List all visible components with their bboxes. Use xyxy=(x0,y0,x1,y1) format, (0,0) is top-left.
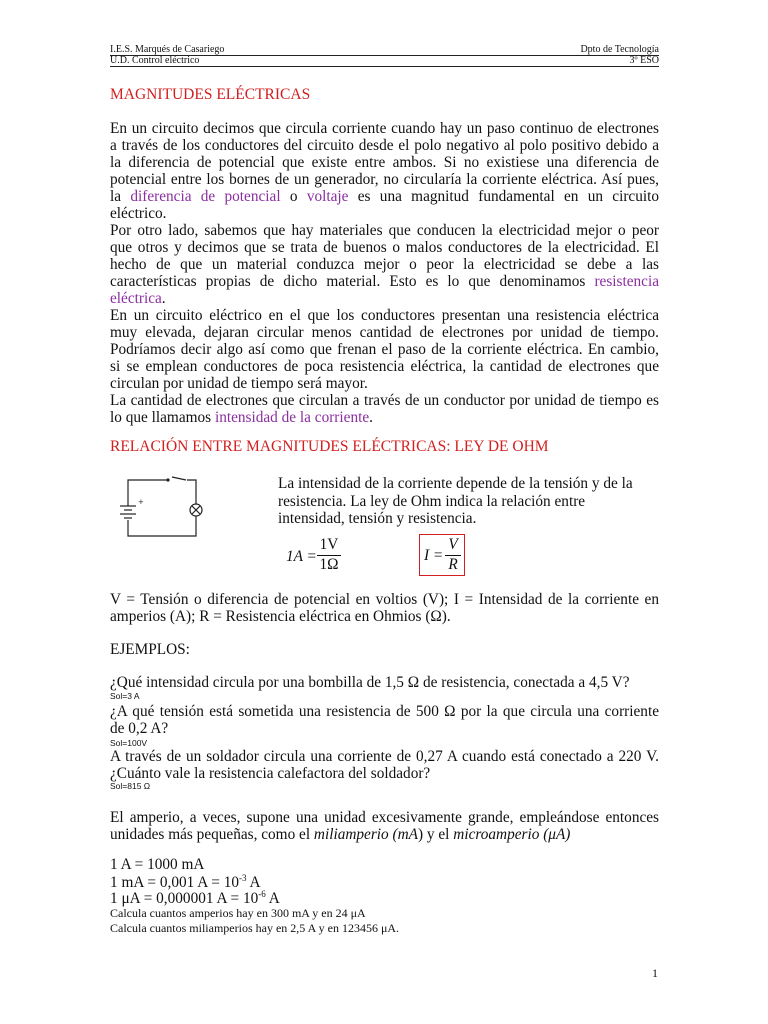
switch-lever xyxy=(172,477,186,480)
text-line: El amperio, a veces, supone una unidad excesivamente grande, empleándose entonces xyxy=(110,809,659,826)
text-fragment: . xyxy=(369,409,373,426)
header-dept: Dpto de Tecnología xyxy=(580,44,659,55)
formula2-denominator: R xyxy=(448,556,458,573)
example-question-2 xyxy=(110,703,659,737)
page-number: 1 xyxy=(652,966,658,980)
text-line: si se emplean conductores de poca resistencia eléctrica, la cantidad de electrones que xyxy=(110,358,659,375)
text-line: resistencia. La ley de Ohm indica la relación entre xyxy=(278,492,586,510)
text-line xyxy=(110,188,659,205)
exercise-1: Calcula cuantos amperios hay en 300 mA y en 24 μA xyxy=(110,906,366,920)
exponent: -3 xyxy=(239,873,247,883)
header-school: I.E.S. Marqués de Casariego xyxy=(110,44,225,55)
text-fragment: A xyxy=(246,874,261,891)
term-electrica: eléctrica xyxy=(110,290,162,307)
variable-legend xyxy=(110,591,659,625)
header-course: 3º ESO xyxy=(629,55,659,66)
example-question-3 xyxy=(110,748,659,782)
formula2-lhs: I = xyxy=(424,547,444,564)
text-line: de 0,2 A? xyxy=(110,720,169,737)
example-solution-3: Sol=815 Ω xyxy=(110,781,151,791)
formula-ohm-law-box xyxy=(419,534,465,576)
text-line: Por otro lado, sabemos que hay materiales que conducen la electricidad mejor o peor xyxy=(110,222,659,239)
intro-paragraph xyxy=(110,120,659,426)
text-fragment: . xyxy=(161,290,166,307)
term-resistencia: resistencia xyxy=(594,273,660,290)
text-line: ¿A qué tensión está sometida una resistencia de 500 Ω por la que circula una corriente xyxy=(110,703,659,720)
formula1-numerator: 1V xyxy=(319,536,339,553)
text-line: V = Tensión o diferencia de potencial en voltios (V); I = Intensidad de la corriente en xyxy=(110,591,659,608)
text-fragment: 1 μA = 0,000001 A = 10 xyxy=(110,890,259,907)
text-fragment: o xyxy=(289,188,298,205)
text-line xyxy=(110,273,659,290)
text-line: Podríamos decir algo así como que frenan el paso de la corriente eléctrica. En cambio, xyxy=(110,341,659,358)
circuit-diagram xyxy=(108,468,208,544)
text-line: hecho de que un material conduzca mejor o peor la electricidad se debe a las xyxy=(110,256,659,273)
formula2-numerator: V xyxy=(448,536,458,553)
wire-top-right xyxy=(187,480,196,504)
text-line xyxy=(110,409,659,426)
section-title-ohm: RELACIÓN ENTRE MAGNITUDES ELÉCTRICAS: LEY DE OHM xyxy=(110,438,549,455)
exponent: -6 xyxy=(258,889,266,899)
text-line: La intensidad de la corriente depende de la tensión y de la xyxy=(278,475,633,492)
battery-plus-sign: + xyxy=(138,498,144,506)
ohm-description xyxy=(278,475,663,528)
units-paragraph xyxy=(110,809,659,843)
text-fragment: unidades más pequeñas, como el xyxy=(110,826,311,843)
text-line: A través de un soldador circula una corriente de 0,27 A cuando está conectado a 220 V. xyxy=(110,748,659,765)
text-line: eléctrico. xyxy=(110,205,167,222)
text-line: ¿Cuánto vale la resistencia calefactora del soldador? xyxy=(110,765,431,782)
wire-top-left xyxy=(128,480,168,506)
text-line: En un circuito eléctrico en el que los conductores presentan una resistencia eléctrica xyxy=(110,307,659,324)
term-voltaje: voltaje xyxy=(306,188,349,205)
text-fragment: lo que llamamos xyxy=(110,409,212,426)
text-line: muy elevada, dejaran circular menos cantidad de electrones por unidad de tiempo. xyxy=(110,324,659,341)
text-line: a través de los conductores del circuito desde el polo negativo al polo positivo debido a xyxy=(110,137,659,154)
text-line: la diferencia de potencial que existe entre ambos. Si no existiese una diferencia de xyxy=(110,154,659,171)
term-diferencia-potencial: diferencia de potencial xyxy=(130,188,281,205)
exercise-2: Calcula cuantos miliamperios hay en 2,5 A y en 123456 μA. xyxy=(110,921,400,935)
text-line xyxy=(110,290,659,307)
header-unit: U.D. Control eléctrico xyxy=(110,55,200,66)
lamp-cross xyxy=(192,506,200,514)
switch-contact-icon xyxy=(166,478,169,481)
header-rule-2 xyxy=(110,66,659,67)
term-microamperio: microamperio (μA) xyxy=(453,826,571,843)
text-line xyxy=(110,826,659,843)
term-intensidad: intensidad de la corriente xyxy=(214,409,370,426)
text-line: que otros y decimos que se trata de buenos o malos conductores de la electricidad. El xyxy=(110,239,659,256)
text-fragment: A xyxy=(265,890,280,907)
example-question-1: ¿Qué intensidad circula por una bombilla de 1,5 Ω de resistencia, conectada a 4,5 V? xyxy=(110,674,630,691)
section-title-magnitudes: MAGNITUDES ELÉCTRICAS xyxy=(110,86,311,103)
formula1-lhs: 1A = xyxy=(286,548,317,565)
example-solution-1: Sol=3 A xyxy=(110,691,140,701)
formula1-denominator: 1Ω xyxy=(319,556,339,573)
text-fragment: es una magnitud fundamental en un circuito xyxy=(357,188,660,205)
text-fragment: 1 mA = 0,001 A = 10 xyxy=(110,874,240,891)
text-line: intensidad, tensión y resistencia. xyxy=(278,510,477,527)
example-solution-2: Sol=100V xyxy=(110,738,148,748)
text-fragment: características propias de dicho material. Esto es lo que denominamos xyxy=(110,273,586,290)
text-line: amperios (A); R = Resistencia eléctrica en Ohmios (Ω). xyxy=(110,608,451,625)
text-line: La cantidad de electrones que circulan a través de un conductor por unidad de tiempo es xyxy=(110,392,659,409)
wire-bottom xyxy=(128,516,196,536)
term-miliamperio: miliamperio (mA xyxy=(313,826,418,843)
text-fragment: la xyxy=(110,188,122,205)
examples-title: EJEMPLOS: xyxy=(110,641,190,658)
text-fragment: ) y el xyxy=(418,826,450,843)
text-line: circulan por unidad de tiempo será mayor. xyxy=(110,375,368,392)
equivalence-1: 1 A = 1000 mA xyxy=(110,856,205,873)
text-line: potencial entre los bornes de un generador, no circularía la corriente eléctrica. Así pues, xyxy=(110,171,659,188)
text-line: En un circuito decimos que circula corriente cuando hay un paso continuo de electrones xyxy=(110,120,659,137)
